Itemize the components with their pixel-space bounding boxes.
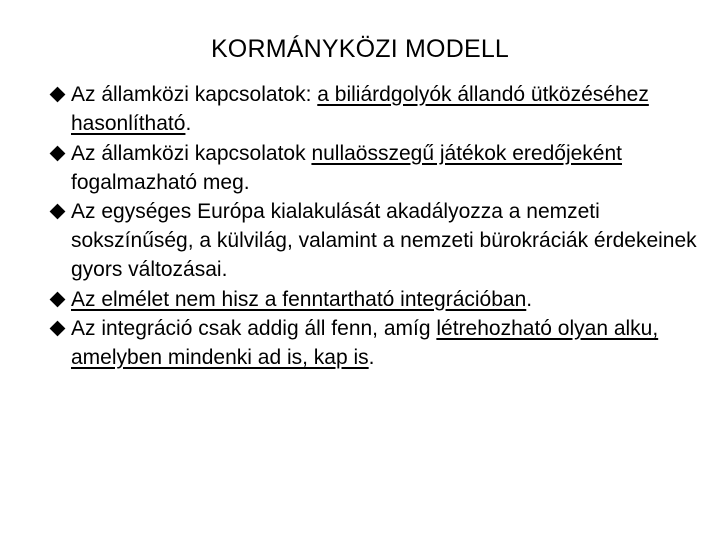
bullet-item bbox=[50, 197, 710, 284]
underlined-text: Az elmélet nem hisz a fenntartható integrációban bbox=[71, 287, 527, 311]
bullet-text: Az integráció csak addig áll fenn, amíg bbox=[71, 317, 437, 340]
bullet-item bbox=[50, 314, 710, 372]
underlined-text: a biliárdgolyók állandó ütközéséhez hasonlítható bbox=[71, 83, 649, 135]
diamond-bullet-icon bbox=[50, 204, 66, 220]
diamond-bullet-icon bbox=[50, 87, 66, 103]
bullet-item bbox=[50, 139, 710, 197]
diamond-bullet-icon bbox=[50, 291, 66, 307]
diamond-bullet-icon bbox=[50, 145, 66, 161]
underlined-text: nullaösszegű játékok eredőjeként bbox=[311, 141, 622, 165]
bullet-text: Az államközi kapcsolatok bbox=[71, 141, 312, 165]
bullet-text: Az egységes Európa kialakulását akadályozza a nemzeti sokszínűség, a külvilág, valamint a nemzeti bürokráciák érdekeinek gyors változásai. bbox=[71, 200, 697, 281]
bullet-text: fogalmazható meg. bbox=[71, 170, 250, 194]
bullet-list bbox=[50, 80, 710, 373]
bullet-item bbox=[50, 285, 710, 314]
bullet-item bbox=[50, 80, 710, 138]
diamond-bullet-icon bbox=[50, 321, 66, 337]
underlined-text: létrehozható olyan alku, amelyben mindenki ad is, kap is bbox=[71, 317, 659, 369]
bullet-text: . bbox=[368, 346, 375, 369]
bullet-text: . bbox=[526, 287, 533, 311]
bullet-text: . bbox=[185, 112, 192, 135]
slide-title: KORMÁNYKÖZI MODELL bbox=[210, 35, 510, 63]
bullet-text: Az államközi kapcsolatok: bbox=[71, 83, 318, 106]
